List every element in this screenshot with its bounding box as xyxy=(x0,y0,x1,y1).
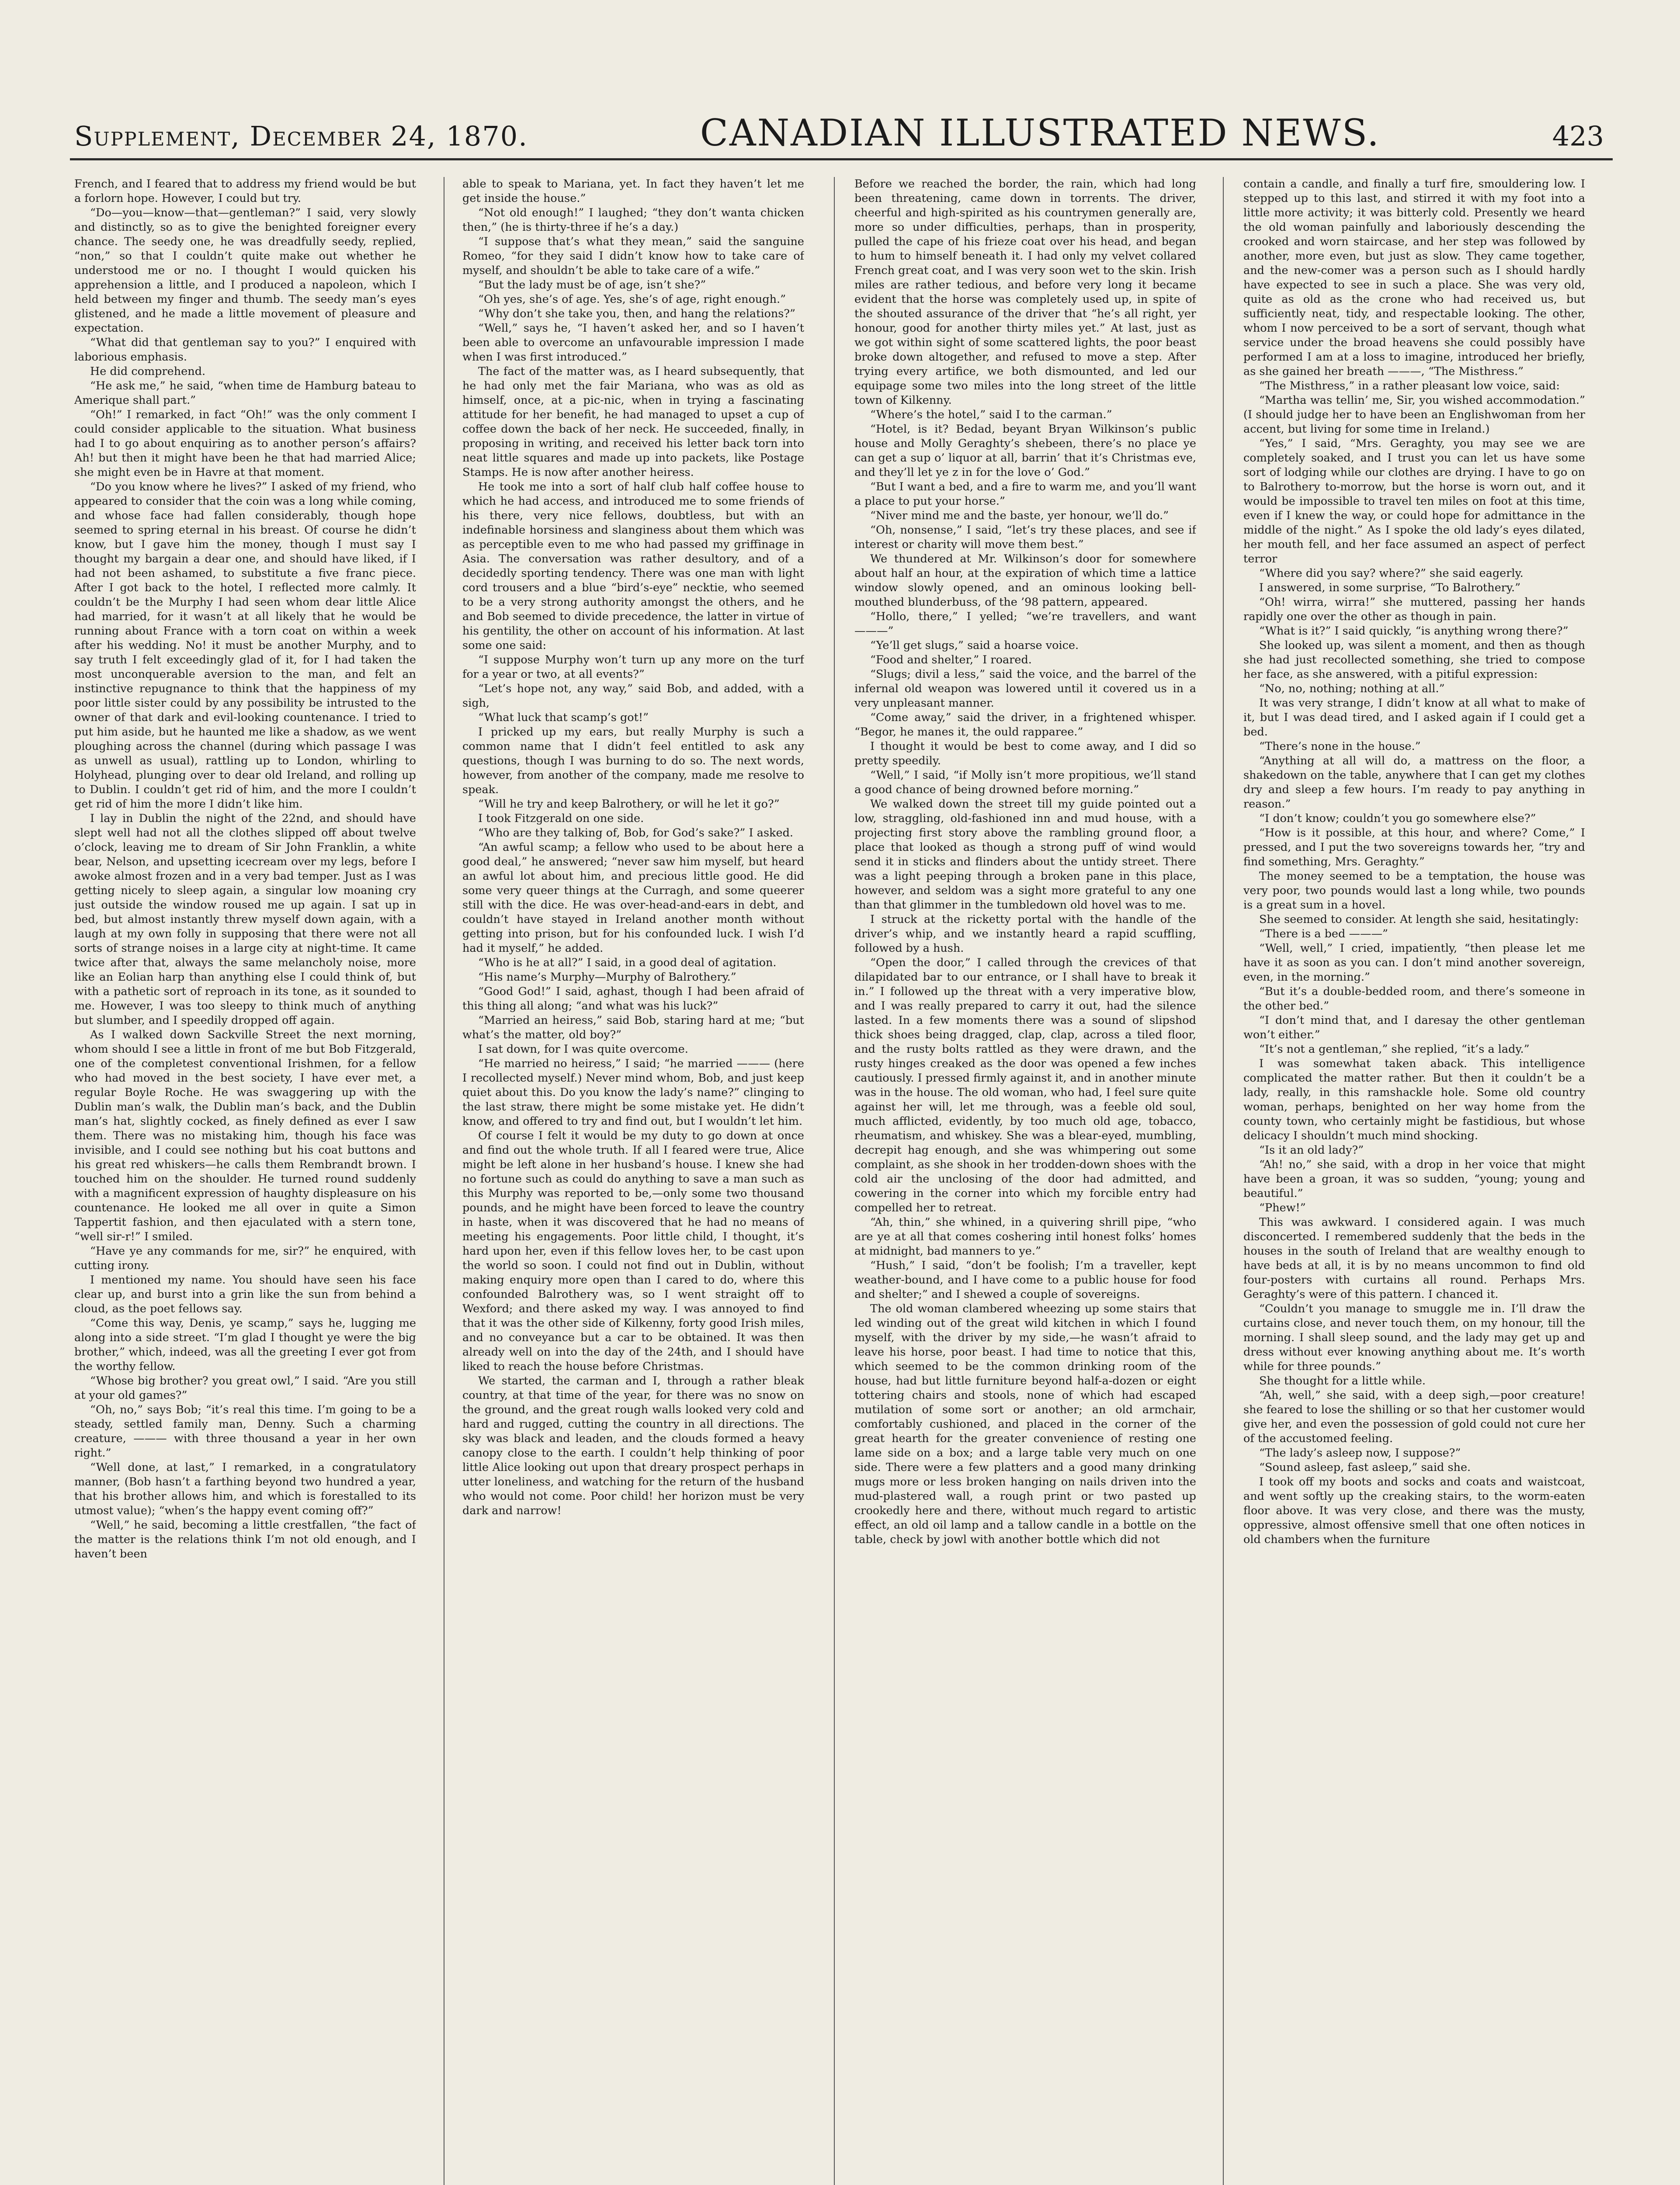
paragraph: “He ask me,” he said, “when time de Hamburg bateau to Amerique shall part.” xyxy=(74,379,416,407)
paragraph: “Oh, no,” says Bob; “it’s real this time. I’m going to be a steady, settled family man, Denny. Such a charming creature, ——— with three thousand a year in her own right.” xyxy=(74,1403,416,1460)
paragraph: “Is it an old lady?” xyxy=(1259,1144,1364,1157)
paragraph: She looked up, was silent a moment, and then as though she had just recollected something, she tried to compose her face, as she answered, with a pitiful expression: xyxy=(1243,639,1585,681)
paragraph: “An awful scamp; a fellow who used to be about here a good deal,” he answered; “never saw him myself, but heard an awful lot about him, and precious little good. He did some very queer things at the Curragh, and some queerer still with the dice. He was over-head-and-ears in debt, and couldn’t have stayed in Ireland another month without getting into prison, but for his confounded luck. I wish I’d had it myself,” he added. xyxy=(462,841,804,955)
paragraph: French, and I feared that to address my friend would be but a forlorn hope. However, I could but try. xyxy=(74,177,416,205)
paragraph: I sat down, for I was quite overcome. xyxy=(478,1043,688,1056)
paragraph: “Why don’t she take you, then, and hang the relations?” xyxy=(478,307,796,320)
paragraph: “He married no heiress,” I said; “he married ——— (here I recollected myself.) Never mind whom, Bob, and just keep quiet about this. Do you know the lady’s name?” clinging to the last straw, there might be some mistake yet. He didn’t know, and offered to try and find out, but I wouldn’t let him. xyxy=(462,1057,804,1128)
paragraph: “Slugs; divil a less,” said the voice, and the barrel of the infernal old weapon was lowered until it covered us in a very unpleasant manner. xyxy=(854,668,1196,710)
paragraph: “Well done, at last,” I remarked, in a congratulatory manner, (Bob hasn’t a farthing beyond two hundred a year, that his brother allows him, and which is forestalled to its utmost value); “when’s the happy event coming off?” xyxy=(74,1461,416,1517)
paragraph: We walked down the street till my guide pointed out a low, straggling, old-fashioned inn and mud house, with a projecting first story above the rambling ground floor, a place that looked as though a strong puff of wind would send it in sticks and flinders about the untidy street. There was a light peeping through a broken pane in this place, however, and seldom was a sight more grateful to any one than that glimmer in the tumbledown old hovel was to me. xyxy=(854,798,1196,912)
paragraph: “Who is he at all?” I said, in a good deal of agitation. xyxy=(478,956,777,969)
paragraph: “His name’s Murphy—Murphy of Balrothery.” xyxy=(478,971,736,984)
column-divider xyxy=(834,177,835,2185)
page-number: 423 xyxy=(1552,120,1604,152)
paragraph: She thought for a little while. xyxy=(1259,1374,1426,1387)
column-divider xyxy=(1223,177,1224,2185)
paragraph: “There’s none in the house.” xyxy=(1259,740,1421,753)
paragraph: “Ah, well,” she said, with a deep sigh,—poor creature! she feared to lose the shilling or so that her customer would give her, and even the possession of gold could not cure her of the accustomed feeling. xyxy=(1243,1389,1585,1445)
paragraph: “Where’s the hotel,” said I to the carman.” xyxy=(870,408,1112,421)
paragraph: “Well,” says he, “I haven’t asked her, and so I haven’t been able to overcome an unfavourable impression I made when I was first introduced.” xyxy=(462,322,804,364)
text-column-2 xyxy=(462,177,804,2185)
paragraph: “Ah, thin,” she whined, in a quivering shrill pipe, “who are ye at all that comes coshering intil honest folks’ homes at midnight, bad manners to ye.” xyxy=(854,1216,1196,1258)
paragraph: “Martha was tellin’ me, Sir, you wished accommodation.” (I should judge her to have been an Englishwoman from her accent, but living for some time in Ireland.) xyxy=(1243,394,1585,436)
paragraph: Before we reached the border, the rain, which had long been threatening, came down in torrents. The driver, cheerful and high-spirited as his countrymen generally are, more so under difficulties, perhaps, than in prosperity, pulled the cape of his frieze coat over his head, and began to hum to himself beneath it. I had only my velvet collared French great coat, and I was very soon wet to the skin. Irish miles are rather tedious, and before very long it became evident that the horse was completely used up, in spite of the shouted assurance of the driver that “he’s all right, yer honour, good for another thirty miles yet.” At last, just as we got within sight of some scattered lights, the poor beast broke down altogether, and refused to move a step. After trying every artifice, we both dismounted, and led our equipage some two miles into the long street of the little town of Kilkenny. xyxy=(854,177,1196,407)
paragraph: I was somewhat taken aback. This intelligence complicated the matter rather. But then it couldn’t be a lady, really, in this ramshackle hole. Some old country woman, perhaps, benighted on her way home from the county town, who certainly might be fastidious, but whose delicacy I shouldn’t much mind shocking. xyxy=(1243,1057,1585,1142)
paragraph: The money seemed to be a temptation, the house was very poor, two pounds would last a long while, two pounds is a great sum in a hovel. xyxy=(1243,870,1585,912)
paragraph: “Yes,” I said, “Mrs. Geraghty, you may see we are completely soaked, and I trust you can let us have some sort of lodging while our clothes are drying. I have to go on to Balrothery to-morrow, but the horse is worn out, and it would be impossible to travel ten miles on foot at this time, even if I knew the way, or could hope for admittance in the middle of the night.” As I spoke the old lady’s eyes dilated, her mouth fell, and her face assumed an aspect of perfect terror xyxy=(1243,437,1585,565)
paragraph: “I don’t mind that, and I daresay the other gentleman won’t either.” xyxy=(1243,1014,1585,1041)
paragraph: “Oh, nonsense,” I said, “let’s try these places, and see if interest or charity will move them best.” xyxy=(854,524,1196,551)
paragraph: “Whose big brother? you great owl,” I said. “Are you still at your old games?” xyxy=(74,1374,416,1402)
paragraph: He did comprehend. xyxy=(90,365,206,378)
paragraph: “Have ye any commands for me, sir?” he enquired, with cutting irony. xyxy=(74,1245,416,1272)
paragraph: “No, no, nothing; nothing at all.” xyxy=(1259,682,1445,695)
paragraph: “Ah! no,” she said, with a drop in her voice that might have been a groan, it was so sudden, “young; young and beautiful.” xyxy=(1243,1158,1585,1200)
paragraph: “What luck that scamp’s got!” xyxy=(478,711,649,724)
paragraph: He took me into a sort of half club half coffee house to which he had access, and introduced me to some friends of his there, very nice fellows, doubtless, but with an indefinable horsiness and slanginess about them which was as perceptible even to me who had passed my griffinage in Asia. The conversation was rather desultory, and of a decidedly sporting tendency. There was one man with light cord trousers and a blue “bird’s-eye” necktie, who seemed to be a very strong authority amongst the others, and he and Bob seemed to divide precedence, the latter in virtue of his gentility, the other on account of his information. At last some one said: xyxy=(462,480,804,652)
paragraph: “I suppose Murphy won’t turn up any more on the turf for a year or two, at all events?” xyxy=(462,653,804,681)
paragraph: As I walked down Sackville Street the next morning, whom should I see a little in front of me but Bob Fitzgerald, one of the completest conventional Irishmen, for a fellow who had moved in the best society, I have ever met, a regular Boyle Roche. He was swaggering up with the Dublin man’s walk, the Dublin man’s back, and the Dublin man’s hat, slightly cocked, as finely defined as ever I saw them. There was no mistaking him, though his face was invisible, and I could see nothing but his coat buttons and his great red whiskers—he calls them Rembrandt brown. I touched him on the shoulder. He turned round suddenly with a magnificent expression of haughty displeasure on his countenance. He looked me all over in quite a Simon Tappertit fashion, and then ejaculated with a stern tone, “well sir-r!” I smiled. xyxy=(74,1028,416,1243)
paragraph: “Niver mind me and the baste, yer honour, we’ll do.” xyxy=(870,509,1169,522)
paragraph: “Good God!” I said, aghast, though I had been afraid of this thing all along; “and what was his luck?” xyxy=(462,985,804,1013)
paragraph: “Will he try and keep Balrothery, or will he let it go?” xyxy=(478,798,780,811)
issue-date: Supplement, December 24, 1870. xyxy=(74,120,528,152)
paragraph: Of course I felt it would be my duty to go down at once and find out the whole truth. If all I feared were true, Alice might be left alone in her husband’s house. I knew she had no fortune such as could do anything to save a man such as this Murphy was reported to be,—only some two thousand pounds, and he might have been forced to leave the country in haste, when it was discovered that he had no means of meeting his engagements. Poor little child, I thought, it’s hard upon her, even if this fellow loves her, to be cast upon the world so soon. I could not find out in Dublin, without making enquiry more open than I cared to do, where this confounded Balrothery was, so I went straight off to Wexford; and there asked my way. I was annoyed to find that it was the other side of Kilkenny, forty good Irish miles, and no conveyance but a car to be obtained. It was then already well on into the day of the 24th, and I should have liked to reach the house before Christmas. xyxy=(462,1129,804,1373)
paragraph: “Well,” he said, becoming a little crestfallen, “the fact of the matter is the relations think I’m not old enough, and I haven’t been xyxy=(74,1519,416,1561)
paragraph: “What did that gentleman say to you?” I enquired with laborious emphasis. xyxy=(74,336,416,364)
paragraph: I took Fitzgerald on one side. xyxy=(478,812,644,825)
paragraph: “I don’t know; couldn’t you go somewhere else?” xyxy=(1259,812,1536,825)
paragraph: “Where did you say? where?” she said eagerly. xyxy=(1259,567,1524,580)
paragraph: She seemed to consider. At length she said, hesitatingly: xyxy=(1259,913,1579,926)
paragraph: It was very strange, I didn’t know at all what to make of it, but I was dead tired, and I asked again if I could get a bed. xyxy=(1243,697,1585,739)
paragraph: The old woman clambered wheezing up some stairs that led winding out of the great wild kitchen in which I found myself, with the driver by my side,—he wasn’t afraid to leave his horse, poor beast. I had time to notice that this, which seemed to be the common drinking room of the house, had but little furniture beyond half-a-dozen or eight tottering chairs and stools, none of which had escaped mutilation of some sort or another; an old armchair, comfortably cushioned, and placed in the corner of the great hearth for the greater convenience of resting one lame side on a box; and a large table very much on one side. There were a few platters and a good many drinking mugs more or less broken hanging on nails driven into the mud-plastered wall, a rough print or two pasted up crookedly here and there, without much regard to artistic effect, an old oil lamp and a tallow candle in a bottle on the table, check by jowl with another bottle which did not xyxy=(854,1302,1196,1546)
paragraph: “Open the door,” I called through the crevices of that dilapidated bar to our entrance, or I shall have to break it in.” I followed up the threat with a very imperative blow, and I was really prepared to carry it out, had the silence lasted. In a few moments there was a sound of slipshod thick shoes being dragged, clap, clap, across a tiled floor, and the rusty bolts rattled as they were drawn, and the rusty hinges creaked as the door was opened a few inches cautiously. I pressed firmly against it, and in another minute was in the house. The old woman, who had, I feel sure quite against her will, let me through, was a feeble old soul, much afflicted, evidently, by too much old age, tobacco, rheumatism, and whiskey. She was a blear-eyed, mumbling, decrepit hag enough, and she was whimpering out some complaint, as she shook in her trodden-down shoes with the cold air the unclosing of the door had admitted, and cowering in the corner into which my forcible entry had compelled her to retreat. xyxy=(854,956,1196,1214)
paragraph: “It’s not a gentleman,” she replied, “it’s a lady.” xyxy=(1259,1043,1530,1056)
paragraph: I pricked up my ears, but really Murphy is such a common name that I didn’t feel entitled to ask any questions, though I was burning to do so. The next words, however, from another of the company, made me resolve to speak. xyxy=(462,725,804,796)
paragraph: “Who are they talking of, Bob, for God’s sake?” I asked. xyxy=(478,826,793,839)
paragraph: “I suppose that’s what they mean,” said the sanguine Romeo, “for they said I didn’t know how to take care of myself, and shouldn’t be able to take care of a wife.” xyxy=(462,235,804,277)
paragraph: I thought it would be best to come away, and I did so pretty speedily. xyxy=(854,740,1196,767)
paragraph: “But it’s a double-bedded room, and there’s someone in the other bed.” xyxy=(1243,985,1585,1013)
paragraph: I took off my boots and socks and coats and waistcoat, and went softly up the creaking stairs, to the worm-eaten floor above. It was very close, and there was the musty, oppressive, almost offensive smell that one often notices in old chambers when the furniture xyxy=(1243,1475,1585,1546)
paragraph: “How is it possible, at this hour, and where? Come,” I pressed, and I put the two sovereigns towards her, “try and find something, Mrs. Geraghty.” xyxy=(1243,826,1585,868)
paragraph: “Ye’ll get slugs,” said a hoarse voice. xyxy=(870,639,1079,652)
paragraph: able to speak to Mariana, yet. In fact they haven’t let me get inside the house.” xyxy=(462,177,804,205)
paragraph: “Couldn’t you manage to smuggle me in. I’ll draw the curtains close, and never touch them, on my honour, till the morning. I shall sleep sound, and the lady may get up and dress without ever knowing anything about me. It’s worth while for three pounds.” xyxy=(1243,1302,1585,1373)
paragraph: “There is a bed ———” xyxy=(1259,927,1388,940)
publication-title: CANADIAN ILLUSTRATED NEWS. xyxy=(700,111,1380,154)
paragraph: “But the lady must be of age, isn’t she?” xyxy=(478,278,706,291)
paragraph: I answered, in some surprise, “To Balrothery.” xyxy=(1259,581,1521,594)
paragraph: “The Misthress,” in a rather pleasant low voice, said: xyxy=(1259,379,1560,392)
paragraph: I mentioned my name. You should have seen his face clear up, and burst into a grin like the sun from behind a cloud, as the poet fellows say. xyxy=(74,1273,416,1315)
paragraph: “What is it?” I said quickly, “is anything wrong there?” xyxy=(1259,624,1569,638)
paragraph: “Married an heiress,” said Bob, staring hard at me; “but what’s the matter, old boy?” xyxy=(462,1014,804,1041)
text-column-3 xyxy=(854,177,1196,2185)
paragraph: The fact of the matter was, as I heard subsequently, that he had only met the fair Mariana, who was as old as himself, once, at a pic-nic, when in trying a fascinating attitude for her benefit, he had managed to upset a cup of coffee down the back of her neck. He succeeded, finally, in proposing in writing, and received his letter back torn into neat little squares and made up into packets, like Postage Stamps. He is now after another heiress. xyxy=(462,365,804,479)
paragraph: “Let’s hope not, any way,” said Bob, and added, with a sigh, xyxy=(462,682,804,710)
paragraph: I lay in Dublin the night of the 22nd, and should have slept well had not all the clothes slipped off about twelve o’clock, leaving me to dream of Sir John Franklin, a white bear, Nelson, and upsetting icecream over my legs, before I awoke almost frozen and in a very bad temper. Just as I was getting nicely to sleep again, a singular low moaning cry just outside the window roused me up again. I sat up in bed, but almost instantly threw myself down again, with a laugh at my own folly in supposing that there were not all sorts of strange noises in a large city at night-time. It came twice after that, always the same melancholy noise, more like an Eolian harp than anything else I could think of, but with a pathetic sort of reproach in its tone, as it sounded to me. However, I was too sleepy to think much of anything but slumber, and I speedily dropped off again. xyxy=(74,812,416,1027)
paragraph: “Phew!” xyxy=(1259,1201,1306,1214)
paragraph: “Oh! wirra, wirra!” she muttered, passing her hands rapidly one over the other as though in pain. xyxy=(1243,596,1585,623)
paragraph: “The lady’s asleep now, I suppose?” xyxy=(1259,1446,1461,1460)
paragraph: “Well,” I said, “if Molly isn’t more propitious, we’ll stand a good chance of being drowned before morning.” xyxy=(854,769,1196,796)
paragraph: “Hollo, there,” I yelled; “we’re travellers, and want———” xyxy=(854,610,1196,638)
paragraph: “Hush,” I said, “don’t be foolish; I’m a traveller, kept weather-bound, and I have come to a public house for food and shelter;” and I shewed a couple of sovereigns. xyxy=(854,1259,1196,1301)
paragraph: “Hotel, is it? Bedad, beyant Bryan Wilkinson’s public house and Molly Geraghty’s shebeen, there’s no place ye can get a sup o’ liquor at all, barrin’ that it’s Christmas eve, and they’ll let ye z in for the love o’ God.” xyxy=(854,423,1196,479)
paragraph: “Do—you—know—that—gentleman?” I said, very slowly and distinctly, so as to give the benighted foreigner every chance. The seedy one, he was dreadfully seedy, replied, “non,” so that I couldn’t quite make out whether he understood me or no. I thought I would quicken his apprehension a little, and I produced a napoleon, which I held between my finger and thumb. The seedy man’s eyes glistened, and he made a little movement of pleasure and expectation. xyxy=(74,206,416,335)
paragraph: We started, the carman and I, through a rather bleak country, at that time of the year, for there was no snow on the ground, and the great rough walls looked very cold and hard and rugged, cutting the country in all directions. The sky was black and leaden, and the clouds formed a heavy canopy close to the earth. I couldn’t help thinking of poor little Alice looking out upon that dreary prospect perhaps in utter loneliness, and watching for the return of the husband who would not come. Poor child! her horizon must be very dark and narrow! xyxy=(462,1374,804,1517)
paragraph: “Well, well,” I cried, impatiently, “then please let me have it as soon as you can. I don’t mind another sovereign, even, in the morning.” xyxy=(1243,942,1585,984)
paragraph: “Come away,” said the driver, in a frightened whisper. “Begor, he manes it, the ould rapparee.” xyxy=(854,711,1196,739)
paragraph: “Food and shelter,” I roared. xyxy=(870,653,1032,666)
paragraph: “Oh yes, she’s of age. Yes, she’s of age, right enough.” xyxy=(478,293,786,306)
paragraph: This was awkward. I considered again. I was much disconcerted. I remembered suddenly that the beds in the houses in the south of Ireland that are wealthy enough to have beds at all, it is by no means uncommon to find old four-posters with curtains all round. Perhaps Mrs. Geraghty’s were of this pattern. I chanced it. xyxy=(1243,1216,1585,1301)
paragraph: “Not old enough!” I laughed; “they don’t wanta chicken then,” (he is thirty-three if he’s a day.) xyxy=(462,206,804,234)
paragraph: “Come this way, Denis, ye scamp,” says he, lugging me along into a side street. “I’m glad I thought ye were the big brother,” which, indeed, was all the greeting I ever got from the worthy fellow. xyxy=(74,1317,416,1373)
paragraph: I struck at the ricketty portal with the handle of the driver’s whip, and we instantly heard a rapid scuffling, followed by a hush. xyxy=(854,913,1196,955)
text-column-4 xyxy=(1243,177,1585,2185)
paragraph: “Anything at all will do, a mattress on the floor, a shakedown on the table, anywhere that I can get my clothes dry and sleep a few hours. I’m ready to pay anything in reason.” xyxy=(1243,754,1585,811)
header-rule xyxy=(70,158,1613,160)
paragraph: “Oh!” I remarked, in fact “Oh!” was the only comment I could consider applicable to the situation. What business had I to go about enquiring as to another person’s affairs? Ah! but then it might have been he that had married Alice; she might even be in Havre at that moment. xyxy=(74,408,416,479)
paragraph: We thundered at Mr. Wilkinson’s door for somewhere about half an hour, at the expiration of which time a lattice window slowly opened, and an ominous looking bell-mouthed blunderbuss, of the ’98 pattern, appeared. xyxy=(854,552,1196,609)
paragraph: contain a candle, and finally a turf fire, smouldering low. I stepped up to this last, and stirred it with my foot into a little more activity; it was bitterly cold. Presently we heard the old woman painfully and laboriously descending the crooked and worn staircase, and her step was followed by another, more even, but just as slow. They came together, and the new-comer was a person such as I should hardly have expected to see in such a place. She was very old, quite as old as the crone who had received us, but sufficiently neat, tidy, and respectable looking. The other, whom I now perceived to be a sort of servant, though what service under the broad heavens she could possibly have performed I am at a loss to imagine, introduced her briefly, as she gained her breath ———, “The Misthress.” xyxy=(1243,177,1585,378)
text-column-1 xyxy=(74,177,416,2185)
paragraph: “But I want a bed, and a fire to warm me, and you’ll want a place to put your horse.” xyxy=(854,480,1196,508)
paragraph: “Do you know where he lives?” I asked of my friend, who appeared to consider that the coin was a long while coming, and whose face had fallen considerably, though hope seemed to spring eternal in his breast. Of course he didn’t know, but I gave him the money, though I must say I thought my bargain a dear one, and should have liked, if I had not been ashamed, to substitute a five franc piece. After I got back to the hotel, I reflected more calmly. It couldn’t be the Murphy I had seen whom dear little Alice had married, for it wasn’t at all likely that he would be running about France with a torn coat on within a week after his wedding. No! it must be another Murphy, and to say truth I felt exceedingly glad of it, for I had taken the most unconquerable aversion to the man, and felt an instinctive repugnance to think that the happiness of my poor little sister could by any possibility be intrusted to the owner of that dark and evil-looking countenance. I tried to put him aside, but he haunted me like a shadow, as we went ploughing across the channel (during which passage I was as unwell as usual), rattling up to London, whirling to Holyhead, plunging over to dear old Ireland, and rolling up to Dublin. I couldn’t get rid of him, and the more I couldn’t get rid of him the more I didn’t like him. xyxy=(74,480,416,811)
masthead xyxy=(74,111,1604,154)
paragraph: “Sound asleep, fast asleep,” said she. xyxy=(1259,1461,1471,1474)
